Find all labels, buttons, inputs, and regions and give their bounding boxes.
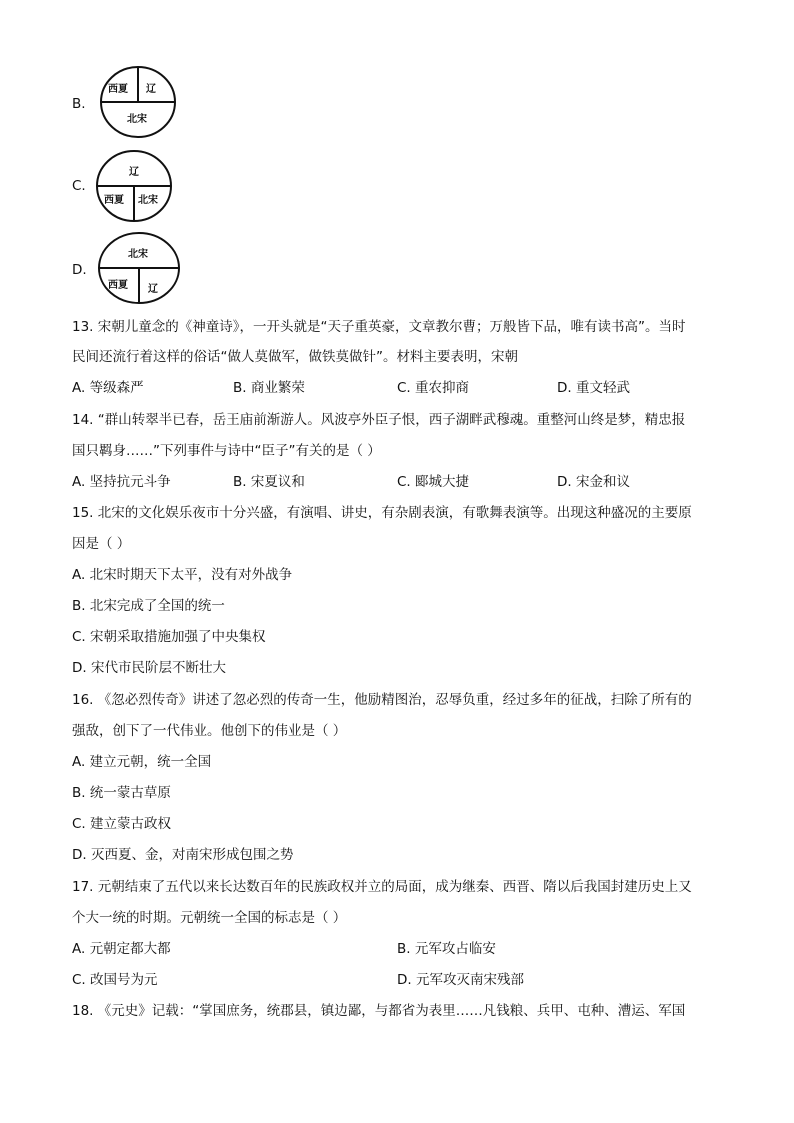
q17-stem-line1: 17. 元朝结束了五代以来长达数百年的民族政权并立的局面，成为继秦、西晋、隋以后我国封建历史上又 — [72, 879, 692, 895]
diagram-c — [94, 148, 174, 224]
q14-option-b[interactable]: B. 宋夏议和 — [233, 474, 305, 490]
q15-option-d[interactable]: D. 宋代市民阶层不断壮大 — [72, 660, 226, 676]
q14-option-a[interactable]: A. 坚持抗元斗争 — [72, 474, 171, 490]
q15-option-b[interactable]: B. 北宋完成了全国的统一 — [72, 598, 225, 614]
diagram-b — [98, 64, 178, 140]
option-d-label: D. — [72, 262, 87, 278]
q18-stem-line1: 18. 《元史》记载：“掌国庶务，统郡县，镇边鄙，与都省为表里……凡钱粮、兵甲、屯种、漕运、军国 — [72, 1003, 686, 1019]
q17-option-a[interactable]: A. 元朝定都大都 — [72, 941, 171, 957]
diagram-c-bottom-left: 西夏 — [104, 195, 124, 206]
diagram-d-top: 北宋 — [128, 249, 148, 260]
q16-option-d[interactable]: D. 灭西夏、金，对南宋形成包围之势 — [72, 847, 294, 863]
q17-stem-line2: 个大一统的时期。元朝统一全国的标志是（ ） — [72, 910, 347, 926]
q13-option-a[interactable]: A. 等级森严 — [72, 380, 144, 396]
diagram-d-bottom-left: 西夏 — [108, 280, 128, 291]
q16-stem-line2: 强敌，创下了一代伟业。他创下的伟业是（ ） — [72, 723, 347, 739]
diagram-c-top: 辽 — [129, 167, 139, 178]
q15-stem-line1: 15. 北宋的文化娱乐夜市十分兴盛，有演唱、讲史，有杂剧表演，有歌舞表演等。出现这种盛况的主要原 — [72, 505, 692, 521]
diagram-d — [96, 230, 182, 306]
q14-option-d[interactable]: D. 宋金和议 — [557, 474, 630, 490]
q17-option-c[interactable]: C. 改国号为元 — [72, 972, 158, 988]
option-b-label: B. — [72, 96, 86, 112]
q16-option-c[interactable]: C. 建立蒙古政权 — [72, 816, 172, 832]
q17-option-b[interactable]: B. 元军攻占临安 — [397, 941, 496, 957]
q15-option-c[interactable]: C. 宋朝采取措施加强了中央集权 — [72, 629, 266, 645]
q15-option-a[interactable]: A. 北宋时期天下太平，没有对外战争 — [72, 567, 293, 583]
q16-option-b[interactable]: B. 统一蒙古草原 — [72, 785, 171, 801]
diagram-d-bottom-right: 辽 — [148, 284, 158, 295]
diagram-b-bottom: 北宋 — [127, 114, 147, 125]
diagram-b-top-right: 辽 — [146, 84, 156, 95]
q14-stem-line1: 14. “群山转翠半已春，岳王庙前渐游人。风波亭外臣子恨，西子湖畔武穆魂。重整河山终是梦，精忠报 — [72, 412, 686, 428]
q14-stem-line2: 国只羁身……”下列事件与诗中“臣子”有关的是（ ） — [72, 443, 381, 459]
q16-stem-line1: 16. 《忽必烈传奇》讲述了忽必烈的传奇一生，他励精图治，忍辱负重，经过多年的征战，扫除了所有的 — [72, 692, 692, 708]
q14-option-c[interactable]: C. 郾城大捷 — [397, 474, 470, 490]
q13-option-d[interactable]: D. 重文轻武 — [557, 380, 630, 396]
q16-option-a[interactable]: A. 建立元朝，统一全国 — [72, 754, 212, 770]
q13-stem-line1: 13. 宋朝儿童念的《神童诗》，一开头就是“天子重英豪，文章教尔曹；万般皆下品，唯有读书高”。当时 — [72, 319, 686, 335]
q13-stem-line2: 民间还流行着这样的俗话“做人莫做军，做铁莫做针”。材料主要表明，宋朝 — [72, 349, 518, 365]
diagram-b-top-left: 西夏 — [108, 84, 128, 95]
diagram-c-bottom-right: 北宋 — [138, 195, 158, 206]
q15-stem-line2: 因是（ ） — [72, 536, 131, 552]
q13-option-b[interactable]: B. 商业繁荣 — [233, 380, 305, 396]
option-c-label: C. — [72, 178, 86, 194]
q17-option-d[interactable]: D. 元军攻灭南宋残部 — [397, 972, 524, 988]
q13-option-c[interactable]: C. 重农抑商 — [397, 380, 470, 396]
